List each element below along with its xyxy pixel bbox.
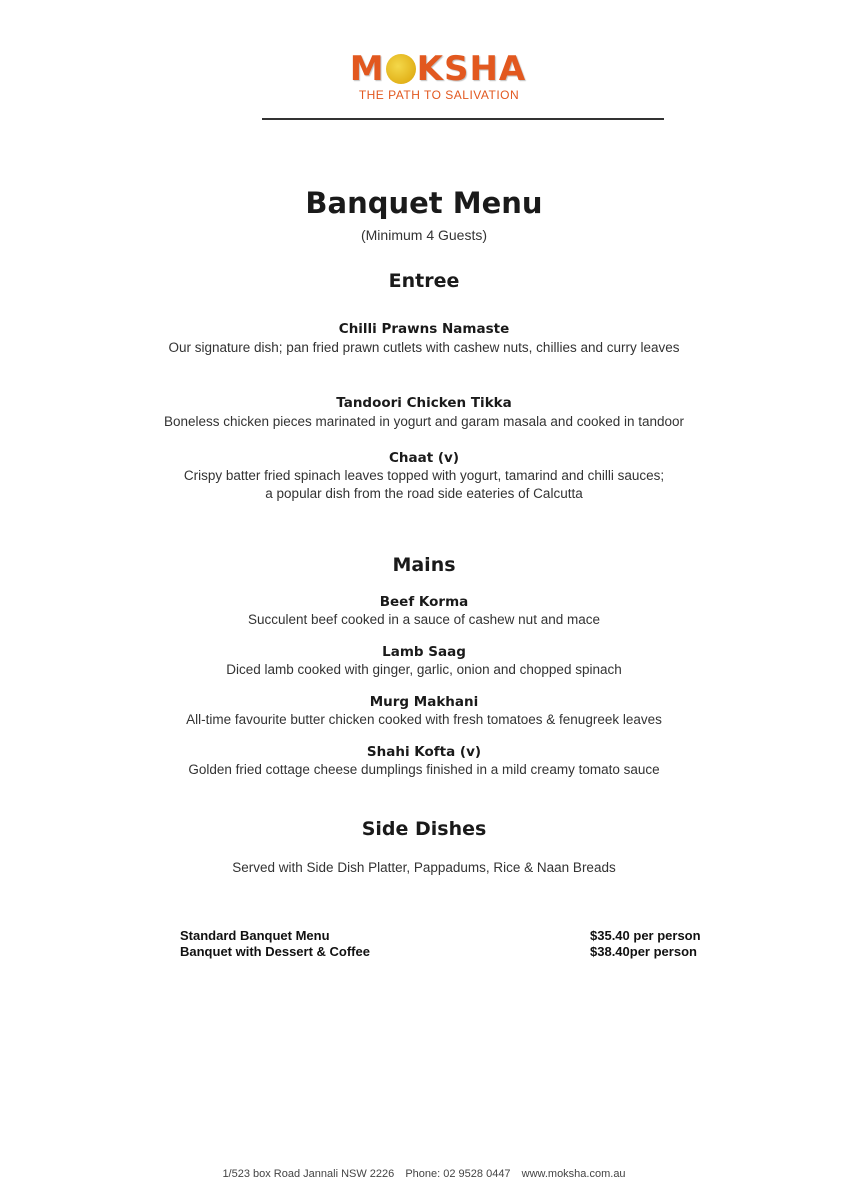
dish-name: Beef Korma <box>379 594 469 610</box>
dish-description: Our signature dish; pan fried prawn cutlets with cashew nuts, chillies and curry leaves <box>168 340 680 355</box>
section-heading-mains: Mains <box>392 554 456 576</box>
page-subtitle: (Minimum 4 Guests) <box>360 227 488 243</box>
footer-phone: Phone: 02 9528 0447 <box>405 1168 511 1180</box>
logo-tagline: THE PATH TO SALIVATION <box>358 88 520 102</box>
dish-description: Diced lamb cooked with ginger, garlic, onion and chopped spinach <box>226 662 622 677</box>
dish-name: Lamb Saag <box>382 644 466 660</box>
logo-wordmark <box>350 50 526 88</box>
dish-name: Murg Makhani <box>369 694 479 710</box>
dish-description: Boneless chicken pieces marinated in yogurt and garam masala and cooked in tandoor <box>163 414 685 429</box>
footer-address: 1/523 box Road Jannali NSW 2226 <box>222 1168 395 1180</box>
price-label: Standard Banquet Menu <box>180 928 330 943</box>
dish-name: Chaat (v) <box>388 450 460 466</box>
price-value: $38.40per person <box>590 944 697 959</box>
dish-name: Chilli Prawns Namaste <box>338 321 510 337</box>
logo-sun-icon <box>386 54 416 84</box>
page-title: Banquet Menu <box>305 186 543 220</box>
dish-description: Succulent beef cooked in a sauce of cashew nut and mace <box>248 612 600 627</box>
footer-website[interactable]: www.moksha.com.au <box>521 1168 626 1180</box>
section-heading-entree: Entree <box>388 270 460 292</box>
price-label: Banquet with Dessert & Coffee <box>180 944 370 959</box>
dish-description: Crispy batter fried spinach leaves topped with yogurt, tamarind and chilli sauces; <box>183 468 665 483</box>
logo-letter-m: M <box>349 49 385 89</box>
section-heading-sides: Side Dishes <box>361 818 487 840</box>
price-value: $35.40 per person <box>590 928 701 943</box>
sides-description: Served with Side Dish Platter, Pappadums, Rice & Naan Breads <box>232 860 616 875</box>
footer <box>0 1168 848 1180</box>
header-divider <box>262 118 664 120</box>
price-table <box>180 928 740 960</box>
logo <box>0 50 848 102</box>
price-row <box>180 928 740 944</box>
dish-description: All-time favourite butter chicken cooked with fresh tomatoes & fenugreek leaves <box>186 712 662 727</box>
dish-description: a popular dish from the road side eateries of Calcutta <box>265 486 583 501</box>
dish-description: Golden fried cottage cheese dumplings finished in a mild creamy tomato sauce <box>188 762 660 777</box>
logo-letters-ksha: KSHA <box>416 49 527 89</box>
dish-name: Shahi Kofta (v) <box>366 744 482 760</box>
price-row <box>180 944 740 960</box>
dish-name: Tandoori Chicken Tikka <box>336 395 512 411</box>
